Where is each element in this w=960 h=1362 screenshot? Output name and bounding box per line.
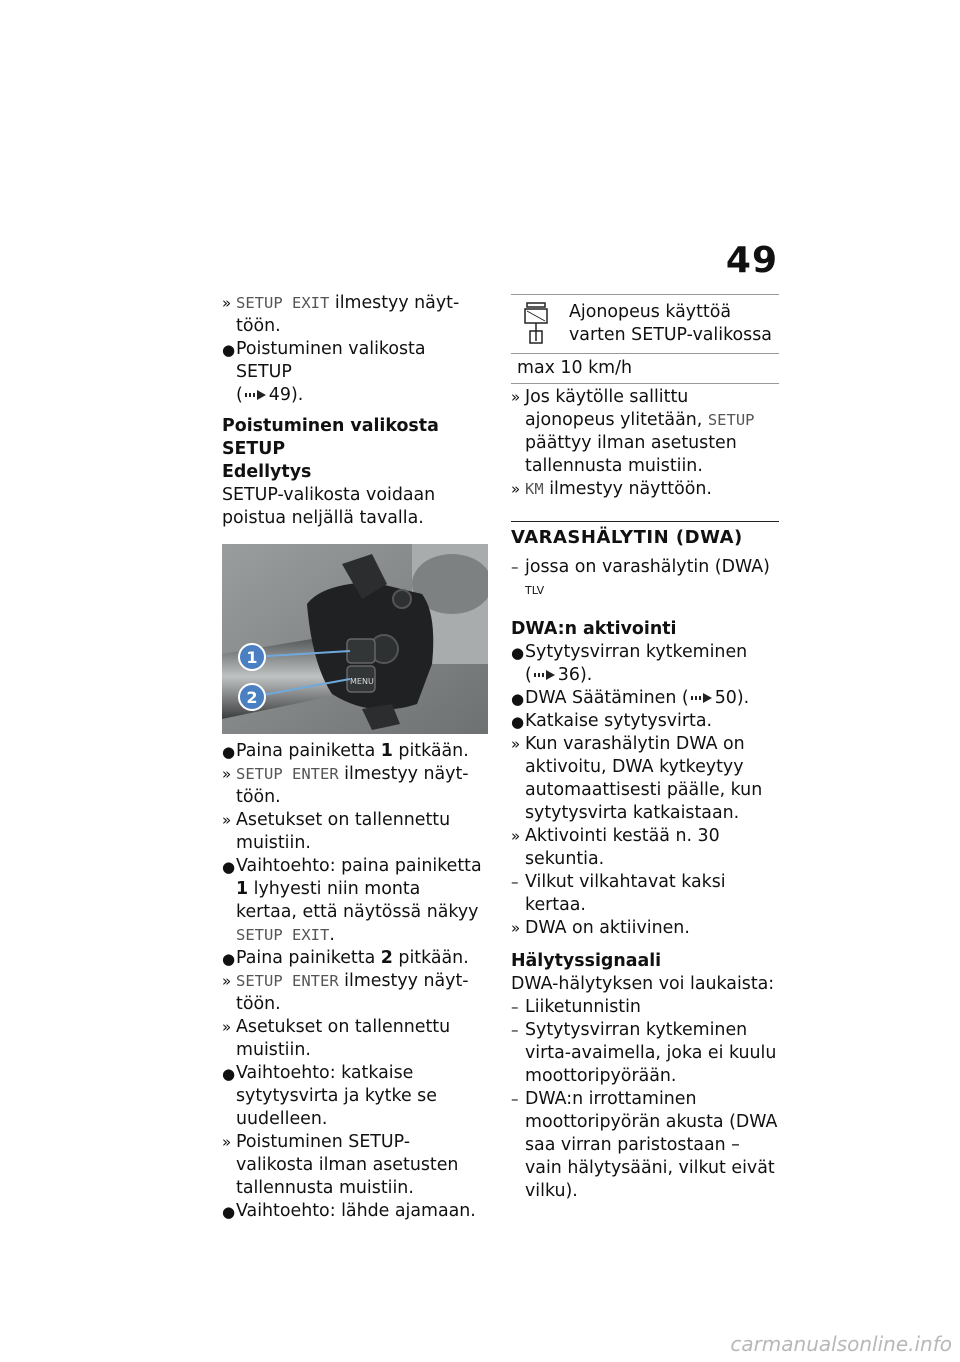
list-item: ● Paina painiketta 1 pitkään. (222, 741, 469, 761)
section-title: VARASHÄLYTIN (DWA) (511, 521, 779, 550)
info-box-value: max 10 km/h (517, 358, 632, 378)
steps-list (222, 740, 484, 1223)
left-column (222, 292, 484, 1223)
line-text: Poistuminen valikosta SETUP (236, 339, 426, 382)
callout-2-label: 2 (246, 688, 258, 707)
right-column (511, 292, 779, 1203)
list-item: » Asetukset on tallennettu muistiin. (222, 810, 451, 853)
info-box (511, 294, 779, 384)
page-ref[interactable]: 50 (714, 687, 737, 708)
list-item: ● DWA Säätäminen ( 50). (511, 687, 750, 708)
page-ref[interactable]: 49 (268, 385, 291, 405)
list-item: » Jos käytölle sallittu ajonopeus ylitetään, SETUP päättyy ilman asetusten tallennusta muistiin. (511, 387, 755, 476)
after-note-list (511, 386, 779, 501)
list-item: » DWA on aktiivinen. (511, 917, 690, 938)
list-item: – Sytytysvirran kytkeminen virta-avaimella, joka ei kuulu moottoripyörään. (511, 1019, 777, 1086)
list-item: » Aktivointi kestää n. 30 sekuntia. (511, 825, 720, 869)
bullet-marker: ● (222, 341, 236, 359)
heading-activation: DWA:n aktivointi (511, 618, 677, 639)
list-item: – Vilkut vilkahtavat kaksi kertaa. (511, 871, 726, 915)
switch-illustration (222, 544, 488, 734)
list-item: ● Vaihtoehto: lähde ajamaan. (222, 1201, 476, 1221)
menu-button-label: MENU (350, 677, 374, 686)
page-ref-arrow-icon (245, 389, 267, 401)
callout-1-label: 1 (246, 648, 258, 667)
list-item: – Liiketunnistin (511, 996, 641, 1017)
list-item: ● Paina painiketta 2 pitkään. (222, 948, 469, 968)
line-text: töön. (236, 316, 281, 336)
subheading: Edellytys (222, 462, 312, 482)
bullet-line: ● Poistuminen valikosta SETUP ( 49). (222, 339, 426, 405)
list-item: ● Vaihtoehto: katkaise sytytysvirta ja kytke se uudelleen. (222, 1063, 437, 1129)
info-box-text: Ajonopeus käyttöä varten SETUP-valikossa (569, 302, 772, 345)
speed-limit-icon (517, 301, 555, 347)
line-text: ilmestyy näyt- (329, 293, 460, 313)
handlebar-switch-photo (222, 544, 488, 734)
list-item: » SETUP ENTER ilmestyy näyt-töön. (222, 764, 469, 807)
result-marker: » (222, 294, 232, 312)
list-item: » Poistuminen SETUP-valikosta ilman asetusten tallennusta muistiin. (222, 1132, 459, 1198)
alarm-intro: DWA-hälytyksen voi laukaista: (511, 973, 775, 994)
list-item: – jossa on varashälytin (DWA) $^{TLV}$ (511, 557, 770, 597)
page-ref[interactable]: 36 (557, 664, 580, 685)
page-ref-arrow-icon (534, 669, 556, 681)
result-line (222, 292, 484, 338)
activation-list (511, 641, 779, 940)
display-text: SETUP EXIT (236, 294, 330, 312)
list-item: » SETUP ENTER ilmestyy näyt-töön. (222, 971, 469, 1014)
list-item: ● Vaihtoehto: paina painiketta 1 lyhyesti niin monta kertaa, että näytössä näkyy SETUP EXIT. (222, 856, 482, 945)
list-item: ● Sytytysvirran kytkeminen ( 36). (511, 641, 748, 685)
intro-text: SETUP-valikosta voidaan poistua neljällä tavalla. (222, 485, 436, 528)
alarm-list (511, 996, 779, 1203)
heading: Poistuminen valikosta SETUP (222, 416, 439, 459)
list-item: » Asetukset on tallennettu muistiin. (222, 1017, 451, 1060)
list-item: – DWA:n irrottaminen moottoripyörän akusta (DWA saa virran paristostaan – vain hälytysääni, vilkut eivät vilku). (511, 1088, 778, 1201)
heading-alarm: Hälytyssignaali (511, 950, 662, 971)
page-ref-arrow-icon (691, 692, 713, 704)
list-item: » KM ilmestyy näyttöön. (511, 479, 712, 499)
page-number: 49 (725, 240, 778, 281)
list-item: ● Katkaise sytytysvirta. (511, 710, 713, 731)
list-item: » Kun varashälytin DWA on aktivoitu, DWA kytkeytyy automaattisesti päälle, kun sytytysvirta katkaistaan. (511, 733, 763, 823)
watermark: carmanualsonline.info (730, 1332, 952, 1356)
